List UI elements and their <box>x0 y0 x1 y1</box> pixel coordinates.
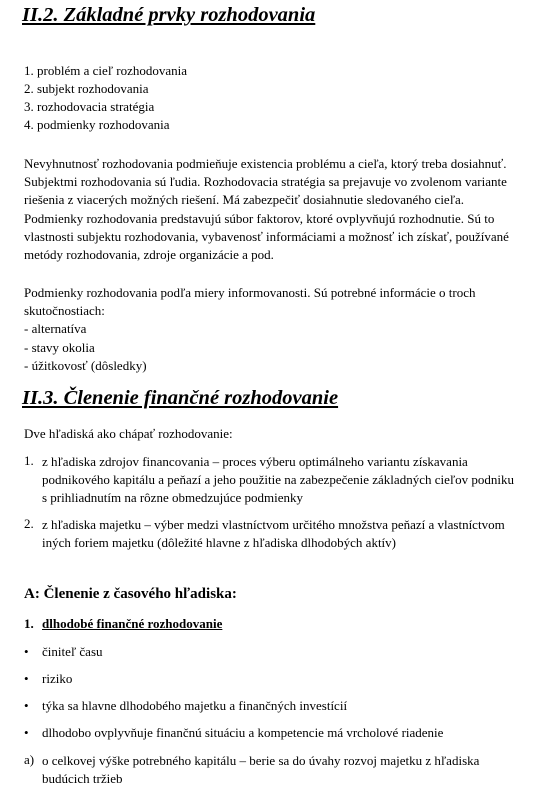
text-line: riešenia z viacerých možných riešení. Má zabezpečiť dosiahnutie sledovaného cieľa. <box>24 192 465 208</box>
bullet-item <box>24 644 103 660</box>
text-line: skutočnostiach: <box>24 303 105 319</box>
bullet-icon: • <box>24 644 29 659</box>
bullet-item <box>24 725 443 741</box>
numbered-list <box>24 62 187 134</box>
paragraph <box>24 155 509 264</box>
list-item: 4. podmienky rozhodovania <box>24 117 170 132</box>
bullet-text: riziko <box>42 671 73 686</box>
section-heading: II.3. Členenie finančné rozhodovanie <box>22 387 339 409</box>
section-heading: II.2. Základné prvky rozhodovania <box>22 4 316 26</box>
list-item: 3. rozhodovacia stratégia <box>24 99 155 114</box>
bullet-item <box>24 698 347 714</box>
text-line: Podmienky rozhodovania predstavujú súbor faktorov, ktoré ovplyvňujú rozhodnutie. Sú to <box>24 210 495 226</box>
list-item <box>42 752 479 788</box>
text-line: podnikového kapitálu a peňazí a jeho použitie na zabezpečenie základných cieľov podniku <box>42 472 515 488</box>
list-item-number: 2. <box>24 516 34 531</box>
list-item-label: a) <box>24 752 35 767</box>
paragraph <box>24 284 476 375</box>
text-line: Nevyhnutnosť rozhodovania podmieňuje existencia problému a cieľa, ktorý treba dosiahnuť. <box>24 156 507 171</box>
list-item <box>42 516 505 552</box>
text-line: iných foriem majetku (dôležité hlavne z hľadiska dlhodobých aktív) <box>42 535 397 551</box>
subheading: dlhodobé finančné rozhodovanie <box>42 616 223 631</box>
text-line: Podmienky rozhodovania podľa miery informovanosti. Sú potrebné informácie o troch <box>24 285 476 300</box>
bullet-text: činiteľ času <box>42 644 103 659</box>
text-line: metódy rozhodovania, zdroje organizácie a pod. <box>24 247 274 263</box>
text-line: o celkovej výške potrebného kapitálu – berie sa do úvahy rozvoj majetku z hľadiska <box>42 753 480 768</box>
bullet-icon: • <box>24 671 29 686</box>
text-line: s prihliadnutím na rôzne obmedzujúce podmienky <box>42 490 304 506</box>
dash-list-item: - alternatíva <box>24 321 87 337</box>
subheading-number: 1. <box>24 616 34 631</box>
bullet-text: týka sa hlavne dlhodobého majetku a finančných investícií <box>42 698 348 713</box>
text-line: budúcich tržieb <box>42 771 123 787</box>
intro-text: Dve hľadiská ako chápať rozhodovanie: <box>24 426 233 441</box>
text-line: z hľadiska majetku – výber medzi vlastníctvom určitého množstva peňazí a vlastníctvom <box>42 517 505 532</box>
text-line: Subjektmi rozhodovania sú ľudia. Rozhodovacia stratégia sa prejavuje vo zvolenom variante <box>24 174 507 190</box>
list-item-number: 1. <box>24 453 34 468</box>
list-item <box>42 453 514 508</box>
bullet-item <box>24 671 72 687</box>
text-line: vlastnosti subjektu rozhodovania, vybavenosť informáciami a možnosť ich získať, používané <box>24 228 509 244</box>
list-item: 2. subjekt rozhodovania <box>24 81 149 96</box>
dash-list-item: - úžitkovosť (dôsledky) <box>24 357 147 373</box>
text-line: z hľadiska zdrojov financovania – proces výberu optimálneho variantu získavania <box>42 454 468 469</box>
bullet-text: dlhodobo ovplyvňuje finančnú situáciu a kompetencie má vrcholové riadenie <box>42 725 444 740</box>
dash-list-item: - stavy okolia <box>24 339 95 355</box>
subsection-heading: A: Členenie z časového hľadiska: <box>24 586 237 602</box>
bullet-icon: • <box>24 698 29 713</box>
list-item: 1. problém a cieľ rozhodovania <box>24 63 188 78</box>
bullet-icon: • <box>24 725 29 740</box>
